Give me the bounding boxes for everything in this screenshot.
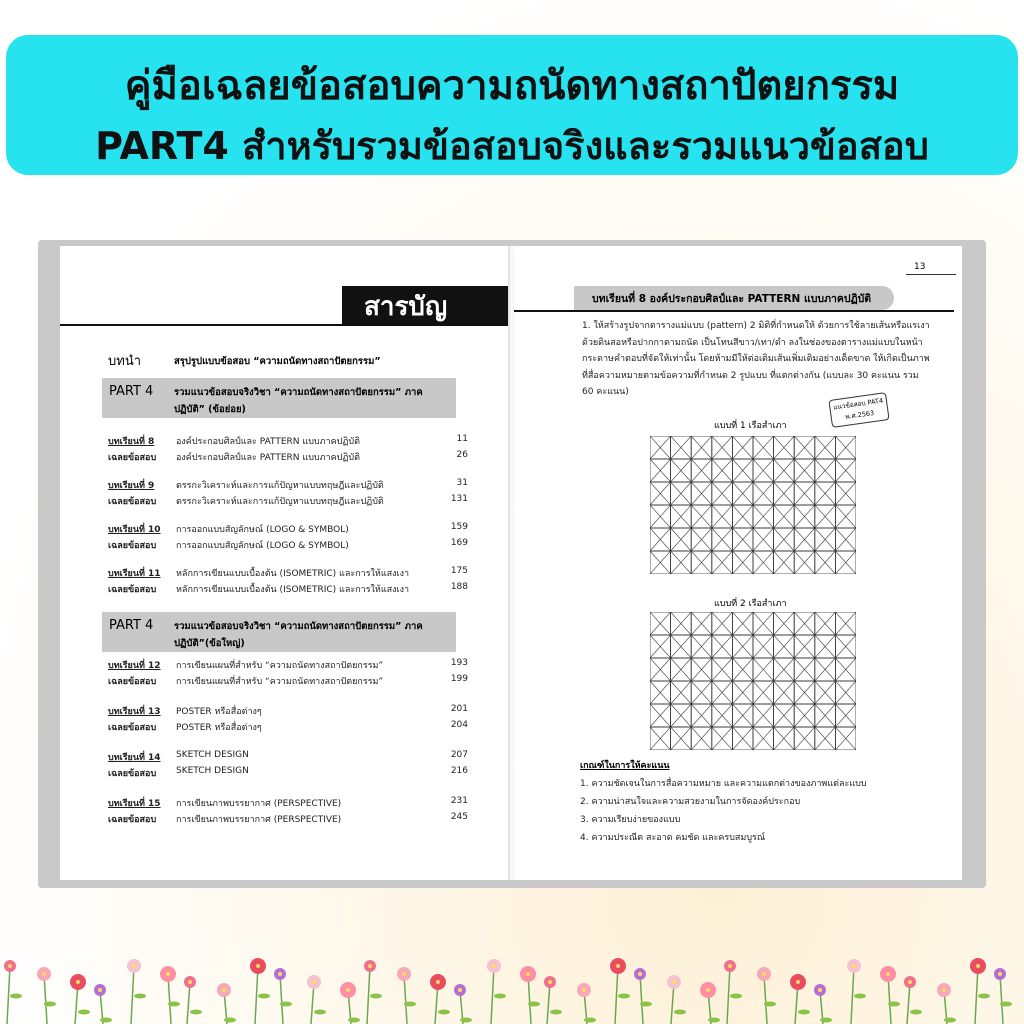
pattern-grid-1 bbox=[650, 436, 856, 578]
toc-row-title: POSTER หรือสื่อต่างๆ bbox=[176, 707, 262, 717]
toc-title: สารบัญ bbox=[342, 286, 510, 326]
left-page bbox=[60, 246, 510, 880]
toc-row-title: POSTER หรือสื่อต่างๆ bbox=[176, 723, 262, 733]
toc-row-key: บทเรียนที่ 10 bbox=[108, 525, 161, 535]
toc-row-title: การเขียนแผนที่สำหรับ “ความถนัดทางสถาปัตยกรรม” bbox=[176, 677, 384, 687]
page-number: 13 bbox=[914, 262, 926, 272]
intro-label: บทนำ bbox=[108, 354, 142, 369]
toc-row-page: 159 bbox=[450, 522, 468, 532]
toc-row-title: องค์ประกอบศิลป์และ PATTERN แบบภาคปฏิบัติ bbox=[176, 453, 360, 463]
toc-row-title: SKETCH DESIGN bbox=[176, 766, 249, 776]
toc-row-page: 188 bbox=[450, 582, 468, 592]
toc-row-key: บทเรียนที่ 9 bbox=[108, 481, 155, 491]
toc-row-page: 216 bbox=[450, 766, 468, 776]
toc-row-title: ตรรกะวิเคราะห์และการแก้ปัญหาแบบทฤษฎีและปฏิบัติ bbox=[176, 481, 384, 491]
toc-row-title: การเขียนภาพบรรยากาศ (PERSPECTIVE) bbox=[176, 815, 342, 825]
toc-row-page: 204 bbox=[450, 720, 468, 730]
part-box-2 bbox=[102, 612, 456, 652]
toc-row-page: 26 bbox=[456, 450, 468, 460]
toc-row-key: บทเรียนที่ 14 bbox=[108, 753, 161, 763]
title-banner bbox=[6, 35, 1018, 175]
toc-row-key: เฉลยข้อสอบ bbox=[108, 769, 157, 779]
toc-row-key: บทเรียนที่ 8 bbox=[108, 437, 155, 447]
criteria-item: 3. ความเรียบง่ายของแบบ bbox=[580, 815, 681, 825]
lesson-divider bbox=[514, 310, 954, 312]
criteria-item: 4. ความประณีต สะอาด คมชัด และครบสมบูรณ์ bbox=[580, 833, 766, 843]
toc-row-key: บทเรียนที่ 11 bbox=[108, 569, 161, 579]
toc-row-key: เฉลยข้อสอบ bbox=[108, 541, 157, 551]
toc-row-page: 175 bbox=[450, 566, 468, 576]
toc-row-key: เฉลยข้อสอบ bbox=[108, 453, 157, 463]
toc-row-key: เฉลยข้อสอบ bbox=[108, 497, 157, 507]
pattern-1-label: แบบที่ 1 เรือสำเภา bbox=[714, 421, 787, 431]
criteria-item: 2. ความน่าสนใจและความสวยงามในการจัดองค์ประกอบ bbox=[580, 797, 801, 807]
toc-row-page: 169 bbox=[450, 538, 468, 548]
stamp-line-1: แนวข้อสอบ PAT4 bbox=[832, 396, 884, 412]
toc-row-key: บทเรียนที่ 12 bbox=[108, 661, 161, 671]
toc-row-page: 207 bbox=[450, 750, 468, 760]
toc-row-title: การเขียนแผนที่สำหรับ “ความถนัดทางสถาปัตยกรรม” bbox=[176, 661, 384, 671]
lesson-title: บทเรียนที่ 8 องค์ประกอบศิลป์และ PATTERN แบบภาคปฏิบัติ bbox=[574, 286, 894, 310]
criteria-item: 1. ความชัดเจนในการสื่อความหมาย และความแตกต่างของภาพแต่ละแบบ bbox=[580, 779, 867, 789]
banner-line-1: คู่มือเฉลยข้อสอบความถนัดทางสถาปัตยกรรม bbox=[124, 63, 900, 109]
toc-row-title: ตรรกะวิเคราะห์และการแก้ปัญหาแบบทฤษฎีและปฏิบัติ bbox=[176, 497, 384, 507]
toc-row-key: เฉลยข้อสอบ bbox=[108, 585, 157, 595]
toc-divider bbox=[60, 324, 510, 326]
toc-row-title: การออกแบบสัญลักษณ์ (LOGO & SYMBOL) bbox=[176, 541, 349, 551]
intro-text: สรุปรูปแบบข้อสอบ “ความถนัดทางสถาปัตยกรรม” bbox=[174, 356, 381, 367]
part-box-1 bbox=[102, 378, 456, 418]
right-page bbox=[514, 246, 962, 880]
pattern-grid-2 bbox=[650, 612, 856, 754]
part-title: รวมแนวข้อสอบจริงวิชา “ความถนัดทางสถาปัตยกรรม” ภาคปฏิบัติ”(ข้อใหญ่) bbox=[174, 621, 423, 649]
toc-row-page: 199 bbox=[450, 674, 468, 684]
page-number-rule bbox=[906, 274, 956, 275]
part-label: PART 4 bbox=[109, 384, 154, 399]
toc-row-title: หลักการเขียนแบบเบื้องต้น (ISOMETRIC) และการให้แสงเงา bbox=[176, 569, 410, 579]
toc-row-title: องค์ประกอบศิลป์และ PATTERN แบบภาคปฏิบัติ bbox=[176, 437, 360, 447]
toc-row-key: เฉลยข้อสอบ bbox=[108, 677, 157, 687]
toc-row-title: SKETCH DESIGN bbox=[176, 750, 249, 760]
toc-row-key: เฉลยข้อสอบ bbox=[108, 815, 157, 825]
part-label: PART 4 bbox=[109, 618, 154, 633]
toc-row-key: บทเรียนที่ 15 bbox=[108, 799, 161, 809]
toc-row-title: หลักการเขียนแบบเบื้องต้น (ISOMETRIC) และการให้แสงเงา bbox=[176, 585, 410, 595]
toc-row-page: 31 bbox=[456, 478, 468, 488]
flower-border-decoration bbox=[0, 948, 1024, 1024]
toc-row-title: การออกแบบสัญลักษณ์ (LOGO & SYMBOL) bbox=[176, 525, 349, 535]
toc-row-key: บทเรียนที่ 13 bbox=[108, 707, 161, 717]
toc-row-page: 131 bbox=[450, 494, 468, 504]
banner-line-2: PART4 สำหรับรวมข้อสอบจริงและรวมแนวข้อสอบ bbox=[95, 124, 929, 168]
part-title: รวมแนวข้อสอบจริงวิชา “ความถนัดทางสถาปัตยกรรม” ภาคปฏิบัติ” (ข้อย่อย) bbox=[174, 387, 423, 415]
toc-row-page: 231 bbox=[450, 796, 468, 806]
toc-row-key: เฉลยข้อสอบ bbox=[108, 723, 157, 733]
question-text: 1. ให้สร้างรูปจากตารางแม่แบบ (pattern) 2 มิติที่กำหนดให้ ด้วยการใช้ลายเส้นหรือแรเงาด้วยดินสอหรือปากกาตามถนัด เป็นโทนสีขาว/เทา/ดำ ลงในช่องของตารางแม่แบบในหน้ากระดาษคำตอบที่จัดให้เท่านั้น โดยห้ามมีให้ต่อเติมเส้นเพิ่มเติมอย่างเด็ดขาด ให้เกิดเป็นภาพที่สื่อความหมายตามข้อความที่กำหนด 2 รูปแบบ ที่แตกต่างกัน (แบบละ 30 คะแนน รวม 60 คะแนน) bbox=[582, 321, 930, 397]
toc-row-page: 245 bbox=[450, 812, 468, 822]
criteria-title: เกณฑ์ในการให้คะแนน bbox=[580, 761, 670, 771]
toc-row-page: 193 bbox=[450, 658, 468, 668]
toc-row-title: การเขียนภาพบรรยากาศ (PERSPECTIVE) bbox=[176, 799, 342, 809]
toc-row-page: 201 bbox=[450, 704, 468, 714]
stamp-line-2: พ.ศ.2563 bbox=[844, 408, 875, 421]
toc-row-page: 11 bbox=[456, 434, 468, 444]
pattern-2-label: แบบที่ 2 เรือสำเภา bbox=[714, 599, 787, 609]
